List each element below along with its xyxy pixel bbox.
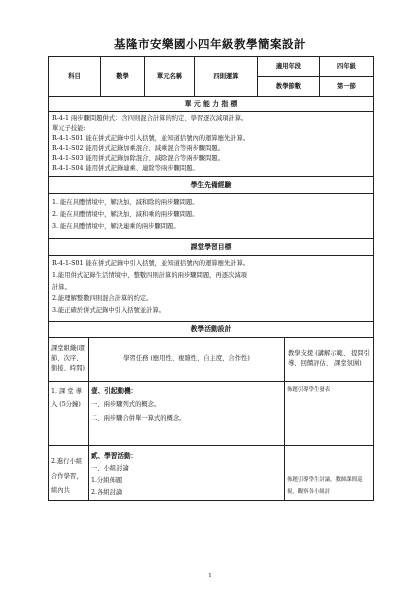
objective-line: 2.能理解整數四則混合計算的約定。 — [52, 295, 153, 303]
col-task-header: 學習任務 (應用性、複雜性、自主度、合作性) — [89, 337, 285, 381]
activities-heading: 教學活動設計 — [49, 321, 374, 337]
indicator-line: R-4-1-S01 能在併式記錄中引入括號，並知道括號內的運算應先計算。 — [52, 135, 250, 143]
indicator-line: R-4-1-S04 能用併式記錄連乘、連除等兩步驟問題。 — [52, 165, 199, 173]
grade-value: 四年級 — [320, 57, 374, 77]
objective-line: 3.能正確於併式記錄中引入括號並計算。 — [52, 306, 166, 314]
document-title: 基隆市安樂國小四年級教學簡案設計 — [114, 37, 306, 51]
unit-indicators-body — [49, 112, 374, 177]
grade-label: 適用年段 — [258, 57, 320, 77]
activity-task-line: 一、兩步驟列式的概念。 — [91, 401, 161, 409]
indicator-line: 單元子技能: — [52, 125, 86, 133]
page-number: 1 — [208, 573, 212, 579]
prior-line: 1. 能在具體情境中，解決加、減和除的兩步驟問題。 — [52, 199, 199, 207]
unit-indicators-heading: 單 元 能 力 指 標 — [49, 97, 374, 112]
period-value: 第一節 — [320, 77, 374, 97]
indicator-line: R-4-1 兩步驟問題併式：含四則混合計算的約定、學習逐次減項計算。 — [52, 115, 248, 122]
activity-org-1: 1. 課 堂 導 入 (5分鐘) — [49, 381, 89, 445]
period-label: 教學節數 — [258, 77, 320, 97]
indicator-line: R-4-1-S02 能用併式記錄加乘混合、減乘混合等兩步驟問題。 — [52, 145, 224, 153]
prior-experience-heading: 學生先備經驗 — [49, 177, 374, 194]
subject-label: 科目 — [49, 57, 101, 97]
subject-value: 數學 — [101, 57, 145, 97]
activity-task-2 — [89, 445, 285, 500]
activity-task-line: 1.分組佈題 — [91, 476, 123, 484]
objectives-body — [49, 256, 374, 321]
activity-org-2: 2.進行小組合作學習，組內共 — [49, 445, 89, 500]
activity-support-2: 佈題引導學生討論，教師課間巡視，觀察各小組討 — [285, 445, 374, 500]
objective-line: R-4-1-S01 能在併式記錄中引入括號，並知道括號內的運算應先計算。 — [52, 260, 250, 268]
activity-task-line: 二、兩步驟合併單一算式的概念。 — [91, 414, 186, 422]
prior-line: 2. 能在具體情境中，解決加、減和乘的兩步驟問題。 — [52, 211, 199, 219]
header-table — [48, 56, 374, 97]
activity-task-1 — [89, 381, 285, 445]
col-organization-header: 課堂組織(環 節、次序、銜接、時間) — [49, 337, 89, 381]
prior-experience-body — [49, 194, 374, 239]
objectives-heading: 課堂學習目標 — [49, 239, 374, 256]
activity-task-line: 2.各組討論 — [91, 488, 123, 496]
objective-line: 計算。 — [52, 283, 71, 291]
activity-support-1: 佈題引導學生發表 — [285, 381, 374, 445]
activity-task-title: 貳、學習活動： — [91, 452, 138, 461]
activity-task-title: 壹、引起動機： — [91, 386, 138, 395]
unit-value: 四則運算 — [195, 57, 258, 97]
indicator-line: R-4-1-S03 能用併式記錄加除混合、減除混合等兩步驟問題。 — [52, 155, 224, 163]
content-table — [48, 96, 374, 501]
activity-task-line: 一、小組討論 — [91, 464, 129, 472]
unit-label: 單元名稱 — [145, 57, 195, 97]
prior-line: 3. 能在具體情境中，解決連乘的兩步驟問題。 — [52, 222, 180, 230]
col-support-header: 教學支援 (講解示範、 提問引導、回饋評估、 課堂氛圍) — [285, 337, 374, 381]
objective-line: 1.能用併式記錄生活情境中，整數四則計算的兩步驟問題，再逐次減項 — [52, 271, 247, 279]
